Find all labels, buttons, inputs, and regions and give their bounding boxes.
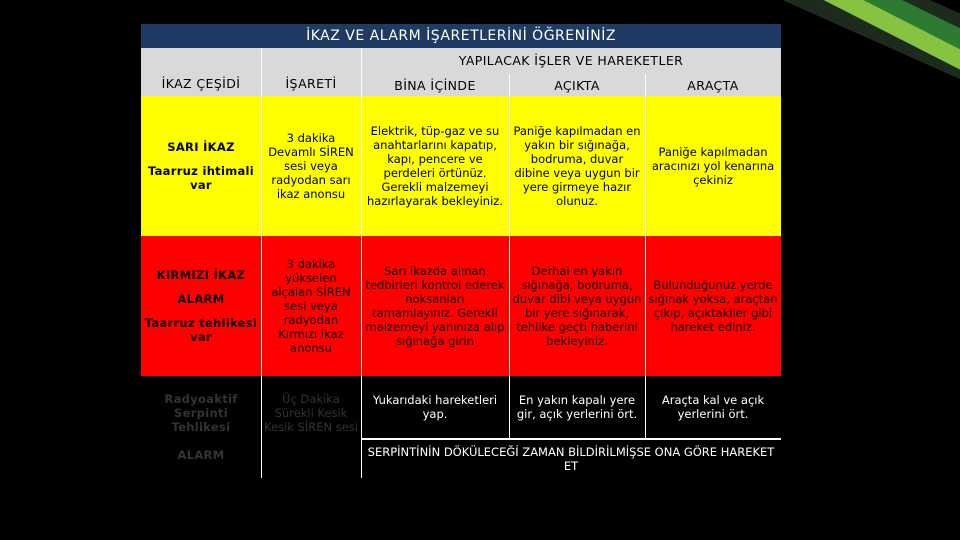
row-red-indoor: Sarı ikazda alınan tedbirleri kontrol ederek noksanları tamamlayınız. Gerekli malzemeyi yanınıza alıp sığınağa girin <box>361 236 509 376</box>
row-black-type-name: Radyoaktif Serpinti Tehlikesi <box>164 392 238 434</box>
row-yellow-vehicle: Paniğe kapılmadan aracınızı yol kenarına çekiniz <box>645 96 781 236</box>
row-yellow-type-name: SARI İKAZ <box>167 140 235 154</box>
header-warning-type: İKAZ ÇEŞİDİ <box>141 48 261 120</box>
row-yellow-signal: 3 dakika Devamlı SİREN sesi veya radyodan sarı ikaz anonsu <box>261 96 361 236</box>
row-yellow-type <box>141 96 261 236</box>
row-yellow-indoor: Elektrik, tüp-gaz ve su anahtarlarını kapatıp, kapı, pencere ve perdeleri örtünüz. Gerekli malzemeyi hazırlayarak bekleyiniz. <box>361 96 509 236</box>
header-outdoor: AÇIKTA <box>509 74 645 98</box>
row-red-outdoor: Derhal en yakın sığınağa, bodruma, duvar dibi veya uygun bir yere sığınarak, tehlike geçti haberini bekleyiniz. <box>509 236 645 376</box>
row-black-type-alarm: ALARM <box>177 448 225 462</box>
alarm-signals-table <box>141 24 781 478</box>
row-black-indoor: Yukarıdaki hareketleri yap. <box>361 376 509 438</box>
grid-line <box>645 74 646 438</box>
row-red-vehicle: Bulunduğunuz yerde sığınak yoksa, araçtan çıkıp, açıktakiler gibi hareket ediniz. <box>645 236 781 376</box>
row-red-type-alarm: ALARM <box>177 292 225 306</box>
row-red-type-name: KIRMIZI İKAZ <box>156 268 246 282</box>
row-red-type-desc: Taarruz tehlikesi var <box>144 316 258 344</box>
row-yellow-outdoor: Paniğe kapılmadan en yakın bir sığınağa, bodruma, duvar dibine veya uygun bir yere girmeye hazır olunuz. <box>509 96 645 236</box>
header-indoor: BİNA İÇİNDE <box>361 74 509 98</box>
row-black-signal: Üç Dakika Sürekli Kesik Kesik SİREN sesi <box>261 376 361 478</box>
row-red-signal: 3 dakika yükselen alçalan SİREN sesi veya radyodan Kırmızı ikaz anonsu <box>261 236 361 376</box>
table-title: İKAZ VE ALARM İŞARETLERİNİ ÖĞRENİNİZ <box>141 24 781 48</box>
row-red-type <box>141 236 261 376</box>
grid-line <box>509 74 510 438</box>
row-black-type <box>141 376 261 478</box>
header-signal: İŞARETİ <box>261 48 361 120</box>
row-black-vehicle: Araçta kal ve açık yerlerini ört. <box>645 376 781 438</box>
row-yellow-type-desc: Taarruz ihtimali var <box>147 164 255 192</box>
header-actions: YAPILACAK İŞLER VE HAREKETLER <box>361 48 781 74</box>
grid-line <box>361 48 362 478</box>
grid-line <box>361 438 781 440</box>
header-vehicle: ARAÇTA <box>645 74 781 98</box>
row-black-outdoor: En yakın kapalı yere gir, açık yerlerini ört. <box>509 376 645 438</box>
row-black-note: SERPİNTİNİN DÖKÜLECEĞİ ZAMAN BİLDİRİLMİŞSE ONA GÖRE HAREKET ET <box>361 440 781 478</box>
grid-line <box>261 48 262 478</box>
